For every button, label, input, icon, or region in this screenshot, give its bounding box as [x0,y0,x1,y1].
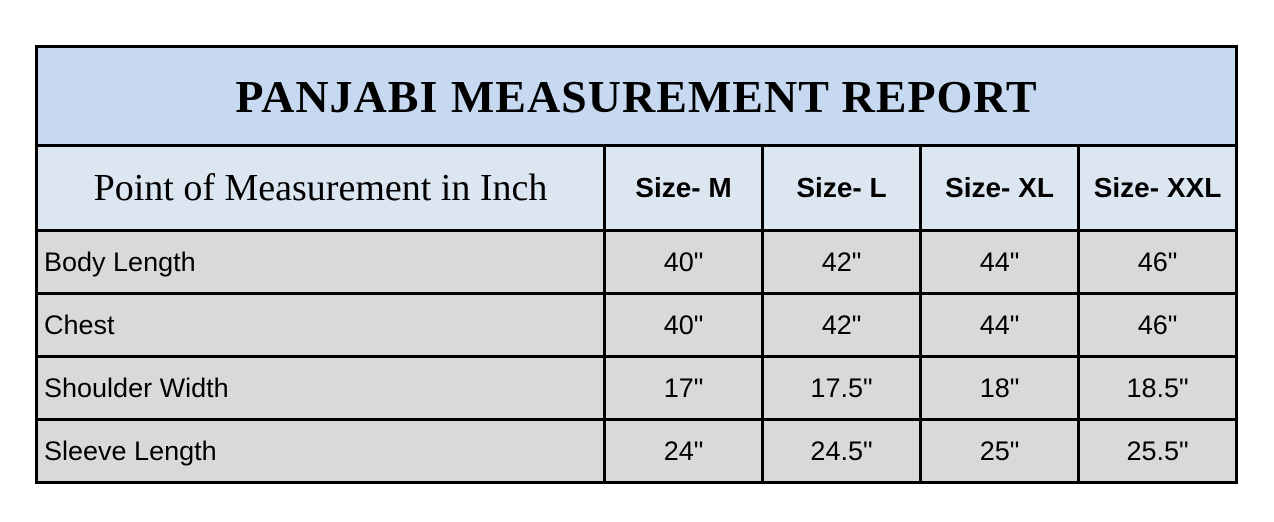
measurement-value: 40" [605,231,763,294]
col-header-size-xxl: Size- XXL [1079,146,1237,231]
row-label-sleeve-length: Sleeve Length [37,420,605,483]
measurement-value: 40" [605,294,763,357]
row-label-body-length: Body Length [37,231,605,294]
measurement-value: 18.5" [1079,357,1237,420]
measurement-value: 46" [1079,231,1237,294]
measurement-value: 46" [1079,294,1237,357]
measurement-value: 42" [763,231,921,294]
table-title: PANJABI MEASUREMENT REPORT [37,47,1237,146]
measurement-value: 25" [921,420,1079,483]
col-header-size-l: Size- L [763,146,921,231]
measurement-value: 44" [921,294,1079,357]
table-row [37,420,1237,483]
table-row [37,231,1237,294]
row-label-chest: Chest [37,294,605,357]
header-row [37,146,1237,231]
col-header-measurement: Point of Measurement in Inch [37,146,605,231]
table-row [37,357,1237,420]
measurement-value: 24.5" [763,420,921,483]
measurement-value: 44" [921,231,1079,294]
col-header-size-m: Size- M [605,146,763,231]
row-label-shoulder-width: Shoulder Width [37,357,605,420]
measurement-value: 18" [921,357,1079,420]
measurement-value: 24" [605,420,763,483]
measurement-table [35,45,1238,484]
table-row [37,294,1237,357]
measurement-value: 25.5" [1079,420,1237,483]
measurement-value: 17" [605,357,763,420]
col-header-size-xl: Size- XL [921,146,1079,231]
measurement-value: 42" [763,294,921,357]
measurement-value: 17.5" [763,357,921,420]
title-row [37,47,1237,146]
